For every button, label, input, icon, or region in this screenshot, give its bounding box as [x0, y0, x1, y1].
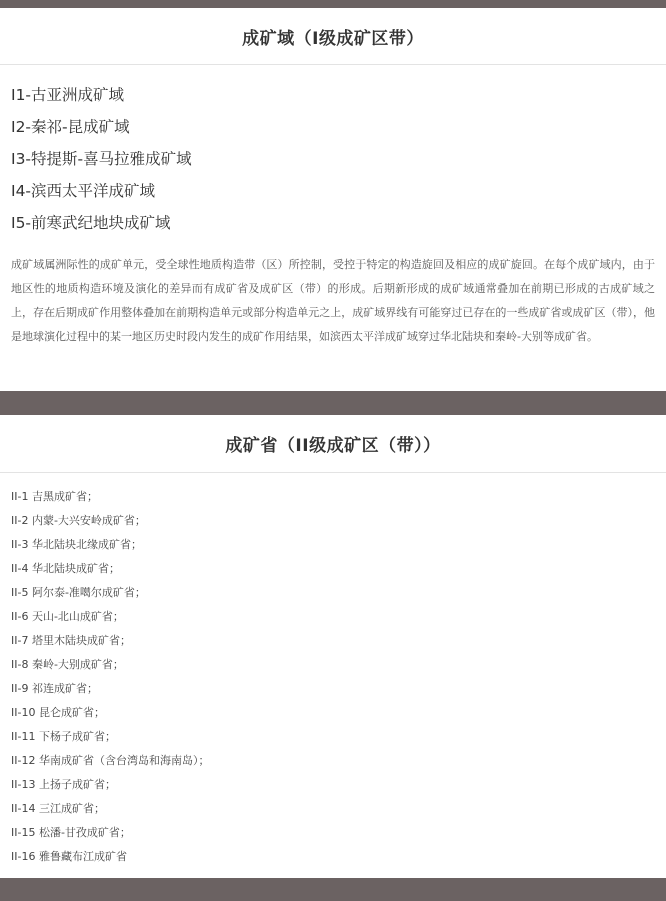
province-list	[0, 473, 666, 869]
list-item: II-7 塔里木陆块成矿省；	[11, 634, 131, 647]
list-item: II-5 阿尔泰-准噶尔成矿省；	[11, 586, 146, 599]
list-item: II-6 天山-北山成矿省；	[11, 610, 124, 623]
list-item: I4-滨西太平洋成矿域	[11, 182, 156, 200]
list-item: I5-前寒武纪地块成矿域	[11, 214, 171, 232]
section-description: 成矿域属洲际性的成矿单元，受全球性地质构造带（区）所控制，受控于特定的构造旋回及相应的成矿旋回。在每个成矿域内，由于地区性的地质构造环境及演化的差异而有成矿省及成矿区（带）的形成。后期新形成的成矿域通常叠加在前期已形成的古成矿域之上，存在后期成矿作用整体叠加在前期构造单元或部分构造单元之上，成矿域界线有可能穿过已存在的一些成矿省或成矿区（带），他是地球演化过程中的某一地区历史时段内发生的成矿作用结果，如滨西太平洋成矿域穿过华北陆块和秦岭-大别等成矿省。	[11, 258, 655, 343]
list-item: II-16 雅鲁藏布江成矿省	[11, 850, 127, 863]
list-item: II-3 华北陆块北缘成矿省；	[11, 538, 142, 551]
list-item: II-11 下杨子成矿省；	[11, 730, 116, 743]
list-item: II-1 吉黑成矿省；	[11, 490, 98, 503]
section-card-metallogenic-domain	[0, 8, 666, 391]
section-title: 成矿省（II级成矿区（带））	[225, 436, 441, 456]
section-card-metallogenic-province	[0, 415, 666, 878]
list-item: II-15 松潘-甘孜成矿省；	[11, 826, 131, 839]
list-item: II-12 华南成矿省（含台湾岛和海南岛）；	[11, 754, 210, 767]
list-item: I3-特提斯-喜马拉雅成矿域	[11, 150, 192, 168]
list-item: II-8 秦岭-大别成矿省；	[11, 658, 124, 671]
list-item: I2-秦祁-昆成矿域	[11, 118, 130, 136]
list-item: II-9 祁连成矿省；	[11, 682, 98, 695]
page-bottom-divider	[0, 893, 666, 901]
list-item: II-13 上扬子成矿省；	[11, 778, 116, 791]
section-header	[0, 8, 666, 65]
section-title: 成矿域（I级成矿区带）	[242, 28, 424, 49]
list-item: II-2 内蒙-大兴安岭成矿省；	[11, 514, 146, 527]
list-item: II-4 华北陆块成矿省；	[11, 562, 120, 575]
list-item: I1-古亚洲成矿域	[11, 86, 125, 104]
section-header	[0, 415, 666, 473]
list-item: II-14 三江成矿省；	[11, 802, 105, 815]
domain-list	[0, 65, 666, 239]
list-item: II-10 昆仑成矿省；	[11, 706, 105, 719]
